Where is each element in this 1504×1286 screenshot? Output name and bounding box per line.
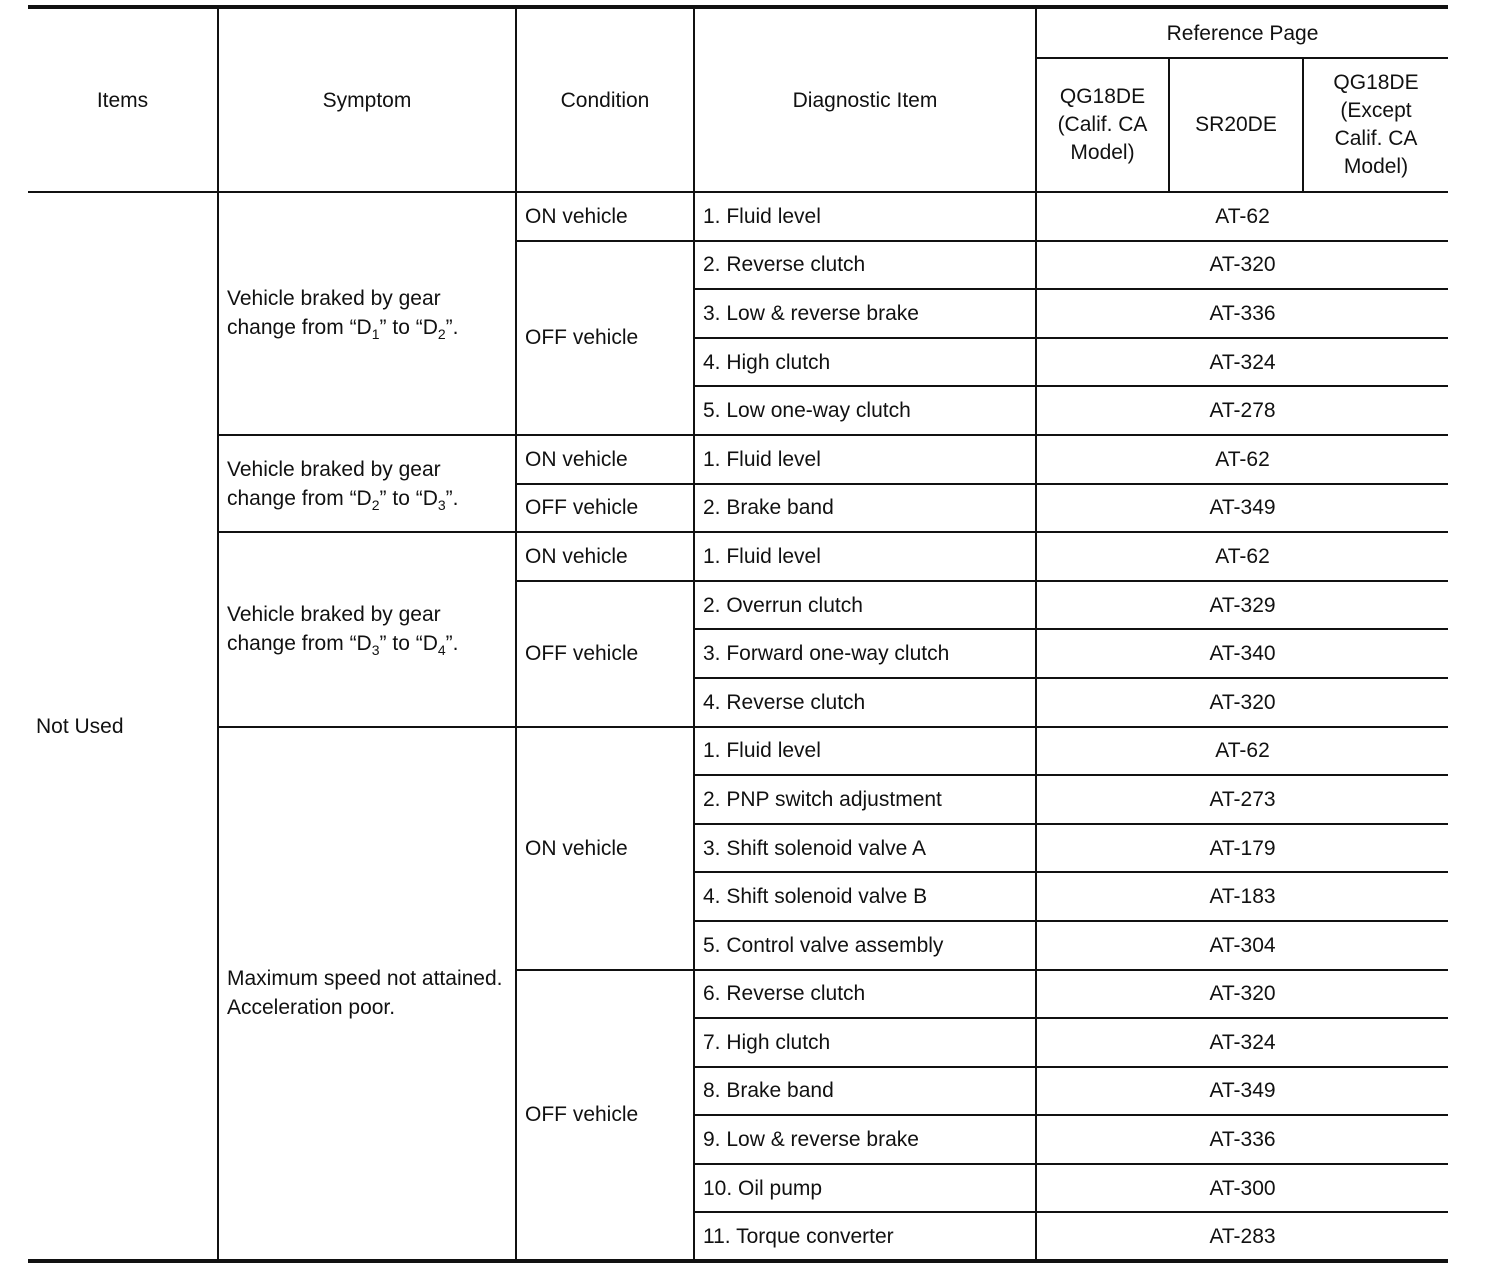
table-row bbox=[28, 435, 1448, 484]
diagnostic-item-cell: 4. High clutch bbox=[694, 338, 1036, 387]
reference-page-cell: AT-336 bbox=[1036, 289, 1448, 338]
diagnostic-item-cell: 1. Fluid level bbox=[694, 435, 1036, 484]
condition-cell: OFF vehicle bbox=[516, 241, 694, 435]
diagnostic-item-cell: 3. Shift solenoid valve A bbox=[694, 824, 1036, 873]
reference-page-cell: AT-300 bbox=[1036, 1164, 1448, 1213]
diagnostic-item-cell: 10. Oil pump bbox=[694, 1164, 1036, 1213]
symptom-cell bbox=[218, 192, 516, 435]
condition-cell: OFF vehicle bbox=[516, 581, 694, 727]
header-qg18de-except-line: QG18DE bbox=[1333, 71, 1419, 94]
table-body bbox=[28, 192, 1448, 1261]
header-qg18de-except-line: Calif. CA bbox=[1334, 127, 1418, 150]
diagnostic-item-cell: 1. Fluid level bbox=[694, 532, 1036, 581]
reference-page-cell: AT-329 bbox=[1036, 581, 1448, 630]
diagnostic-item-cell: 4. Reverse clutch bbox=[694, 678, 1036, 727]
reference-page-cell: AT-320 bbox=[1036, 678, 1448, 727]
reference-page-cell: AT-278 bbox=[1036, 386, 1448, 435]
diagnostic-item-cell: 3. Low & reverse brake bbox=[694, 289, 1036, 338]
reference-page-cell: AT-283 bbox=[1036, 1212, 1448, 1261]
header-qg18de-calif-line: (Calif. CA bbox=[1057, 113, 1148, 136]
diagnostic-item-cell: 6. Reverse clutch bbox=[694, 970, 1036, 1019]
diagnostic-item-cell: 2. Brake band bbox=[694, 484, 1036, 533]
symptom-cell bbox=[218, 435, 516, 532]
reference-page-cell: AT-340 bbox=[1036, 629, 1448, 678]
table-row bbox=[28, 532, 1448, 581]
header-reference-page: Reference Page bbox=[1036, 7, 1448, 58]
header-items: Items bbox=[28, 7, 218, 192]
diagnostic-item-cell: 3. Forward one-way clutch bbox=[694, 629, 1036, 678]
diagnostic-item-cell: 4. Shift solenoid valve B bbox=[694, 872, 1036, 921]
diagnostic-item-cell: 1. Fluid level bbox=[694, 727, 1036, 776]
header-qg18de-calif bbox=[1036, 58, 1169, 192]
condition-cell: ON vehicle bbox=[516, 532, 694, 581]
diagnostic-item-cell: 2. Overrun clutch bbox=[694, 581, 1036, 630]
symptom-text: ” to “D bbox=[379, 486, 438, 510]
gear-subscript: 3 bbox=[371, 642, 380, 659]
diagnostic-item-cell: 5. Low one-way clutch bbox=[694, 386, 1036, 435]
symptom-text: Maximum speed not attained. Acceleration poor. bbox=[227, 967, 503, 1020]
reference-page-cell: AT-62 bbox=[1036, 435, 1448, 484]
reference-page-cell: AT-62 bbox=[1036, 727, 1448, 776]
condition-cell: ON vehicle bbox=[516, 727, 694, 970]
reference-page-cell: AT-324 bbox=[1036, 338, 1448, 387]
header-symptom: Symptom bbox=[218, 7, 516, 192]
header-sr20de: SR20DE bbox=[1169, 58, 1303, 192]
diagnostic-item-cell: 5. Control valve assembly bbox=[694, 921, 1036, 970]
symptom-text: Vehicle braked by gear change from “D bbox=[227, 603, 441, 656]
header-qg18de-except-calif bbox=[1303, 58, 1448, 192]
gear-subscript: 3 bbox=[437, 496, 446, 513]
reference-page-cell: AT-320 bbox=[1036, 241, 1448, 290]
table-row bbox=[28, 192, 1448, 241]
reference-page-cell: AT-304 bbox=[1036, 921, 1448, 970]
diagnostic-item-cell: 8. Brake band bbox=[694, 1067, 1036, 1116]
reference-page-cell: AT-320 bbox=[1036, 970, 1448, 1019]
items-cell: Not Used bbox=[28, 192, 218, 1261]
diagnostic-item-cell: 9. Low & reverse brake bbox=[694, 1115, 1036, 1164]
reference-page-cell: AT-324 bbox=[1036, 1018, 1448, 1067]
symptom-text: ”. bbox=[445, 632, 459, 656]
condition-cell: OFF vehicle bbox=[516, 970, 694, 1262]
reference-page-cell: AT-336 bbox=[1036, 1115, 1448, 1164]
reference-page-cell: AT-183 bbox=[1036, 872, 1448, 921]
symptom-text: Vehicle braked by gear change from “D bbox=[227, 287, 441, 340]
diagnostic-item-cell: 2. Reverse clutch bbox=[694, 241, 1036, 290]
reference-page-cell: AT-179 bbox=[1036, 824, 1448, 873]
header-qg18de-except-line: (Except bbox=[1340, 99, 1412, 122]
symptom-text: ”. bbox=[445, 486, 459, 510]
header-qg18de-calif-line: Model) bbox=[1070, 141, 1135, 164]
symptom-cell bbox=[218, 532, 516, 726]
reference-page-cell: AT-273 bbox=[1036, 775, 1448, 824]
reference-page-cell: AT-62 bbox=[1036, 192, 1448, 241]
condition-cell: ON vehicle bbox=[516, 192, 694, 241]
gear-subscript: 1 bbox=[371, 326, 380, 343]
reference-page-cell: AT-62 bbox=[1036, 532, 1448, 581]
symptom-text: ” to “D bbox=[379, 632, 438, 656]
diagnostic-item-cell: 2. PNP switch adjustment bbox=[694, 775, 1036, 824]
reference-page-cell: AT-349 bbox=[1036, 484, 1448, 533]
gear-subscript: 2 bbox=[437, 326, 446, 343]
header-qg18de-calif-line: QG18DE bbox=[1059, 85, 1146, 108]
diagnostic-table bbox=[28, 5, 1448, 1263]
header-condition: Condition bbox=[516, 7, 694, 192]
header-qg18de-except-line: Model) bbox=[1343, 155, 1409, 178]
symptom-cell bbox=[218, 727, 516, 1262]
gear-subscript: 4 bbox=[437, 642, 446, 659]
symptom-text: ” to “D bbox=[379, 316, 438, 340]
condition-cell: OFF vehicle bbox=[516, 484, 694, 533]
reference-page-cell: AT-349 bbox=[1036, 1067, 1448, 1116]
diagnostic-item-cell: 7. High clutch bbox=[694, 1018, 1036, 1067]
symptom-text: Vehicle braked by gear change from “D bbox=[227, 457, 441, 510]
diagnostic-item-cell: 11. Torque converter bbox=[694, 1212, 1036, 1261]
diagnostic-item-cell: 1. Fluid level bbox=[694, 192, 1036, 241]
table-row bbox=[28, 727, 1448, 776]
gear-subscript: 2 bbox=[371, 496, 380, 513]
symptom-text: ”. bbox=[445, 316, 459, 340]
condition-cell: ON vehicle bbox=[516, 435, 694, 484]
header-diagnostic-item: Diagnostic Item bbox=[694, 7, 1036, 192]
